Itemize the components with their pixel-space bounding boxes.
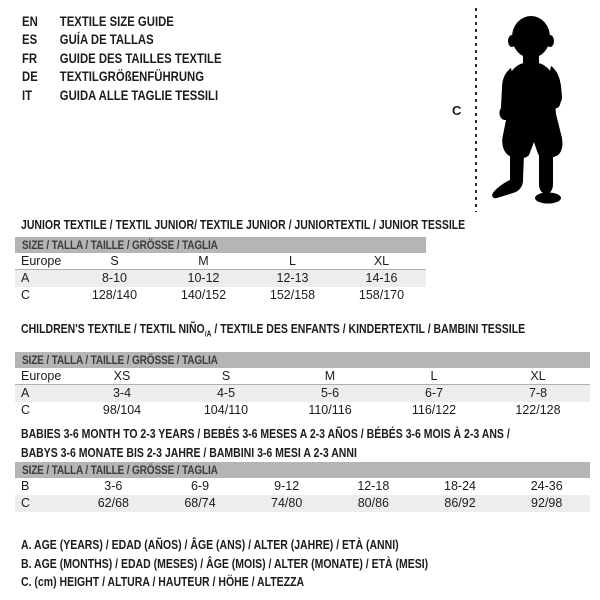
table-cell: XL bbox=[530, 368, 546, 383]
junior-size-table bbox=[15, 237, 426, 304]
table-row-b bbox=[15, 478, 590, 495]
babies-size-table bbox=[15, 462, 590, 512]
table-row-a bbox=[15, 270, 426, 287]
table-row-a bbox=[15, 385, 590, 402]
table-cell: XS bbox=[113, 368, 131, 383]
table-cell: XL bbox=[373, 253, 390, 268]
section-heading-children bbox=[21, 322, 525, 342]
row-label: B bbox=[21, 479, 30, 493]
language-row bbox=[22, 86, 222, 105]
table-cell: 5-6 bbox=[320, 386, 340, 400]
table-cell: 6-9 bbox=[190, 479, 210, 493]
table-cell: 12-18 bbox=[357, 479, 390, 493]
language-title: GUIDE DES TAILLES TEXTILE bbox=[59, 50, 222, 66]
language-row bbox=[22, 49, 222, 68]
table-cell: 116/122 bbox=[411, 403, 457, 417]
size-header-label: SIZE / TALLA / TAILLE / GRÖSSE / TAGLIA bbox=[22, 238, 218, 252]
language-code: DE bbox=[22, 69, 38, 85]
table-cell: M bbox=[198, 253, 209, 268]
size-header-bar bbox=[15, 237, 426, 253]
heading-text: / TEXTILE DES ENFANTS / KINDERTEXTIL / BAMBINI TESSILE bbox=[211, 322, 526, 336]
size-header-bar bbox=[15, 462, 590, 478]
table-cell: 4-5 bbox=[216, 386, 236, 400]
language-code: IT bbox=[22, 87, 33, 103]
table-cell: 110/116 bbox=[308, 403, 352, 417]
table-cell: 80/86 bbox=[357, 496, 389, 510]
table-row-europe bbox=[15, 368, 590, 385]
table-cell: 24-36 bbox=[530, 479, 563, 493]
row-label: Europe bbox=[21, 253, 62, 268]
table-cell: 14-16 bbox=[365, 271, 398, 285]
language-title: GUÍA DE TALLAS bbox=[59, 32, 154, 48]
heading-line-2: BABYS 3-6 MONATE BIS 2-3 JAHRE / BAMBINI 3-6 MESI A 2-3 ANNI bbox=[21, 446, 357, 460]
table-cell: 3-6 bbox=[104, 479, 123, 493]
table-cell: 140/152 bbox=[180, 288, 227, 302]
size-header-bar bbox=[15, 352, 590, 368]
row-label: A bbox=[21, 386, 30, 400]
table-cell: 12-13 bbox=[276, 271, 309, 285]
language-title-list bbox=[22, 12, 222, 105]
table-cell: M bbox=[324, 368, 336, 383]
table-cell: 7-8 bbox=[528, 386, 548, 400]
table-cell: 74/80 bbox=[271, 496, 303, 510]
language-row bbox=[22, 68, 222, 87]
table-cell: 62/68 bbox=[97, 496, 129, 510]
heading-text: CHILDREN'S TEXTILE / TEXTIL NIÑO bbox=[21, 322, 205, 336]
table-cell: 98/104 bbox=[102, 403, 142, 417]
table-cell: 86/92 bbox=[444, 496, 476, 510]
heading-line-1: BABIES 3-6 MONTH TO 2-3 YEARS / BEBÉS 3-6 MESES A 2-3 AÑOS / BÉBÉS 3-6 MOIS À 2-3 ANS / bbox=[21, 427, 510, 441]
table-cell: 18-24 bbox=[444, 479, 477, 493]
size-header-label: SIZE / TALLA / TAILLE / GRÖSSE / TAGLIA bbox=[22, 463, 218, 477]
row-label: A bbox=[21, 271, 30, 285]
table-cell: 9-12 bbox=[274, 479, 300, 493]
table-cell: S bbox=[221, 368, 231, 383]
table-cell: 158/170 bbox=[358, 288, 405, 302]
row-label: C bbox=[21, 288, 31, 302]
table-row-c bbox=[15, 287, 426, 304]
size-header-label: SIZE / TALLA / TAILLE / GRÖSSE / TAGLIA bbox=[22, 353, 218, 367]
table-cell: 68/74 bbox=[184, 496, 216, 510]
table-cell: 122/128 bbox=[515, 403, 561, 417]
toddler-silhouette-icon bbox=[482, 8, 582, 208]
footnote-legend bbox=[21, 536, 428, 592]
height-dashed-line bbox=[475, 8, 477, 212]
table-cell: 104/110 bbox=[203, 403, 249, 417]
table-cell: 8-10 bbox=[101, 271, 128, 285]
table-row-c bbox=[15, 495, 590, 512]
heading-subscript: /A bbox=[204, 329, 212, 339]
section-heading-junior: JUNIOR TEXTILE / TEXTIL JUNIOR/ TEXTILE JUNIOR / JUNIORTEXTIL / JUNIOR TESSILE bbox=[21, 218, 466, 232]
table-cell: 128/140 bbox=[91, 288, 138, 302]
language-row bbox=[22, 12, 222, 31]
table-cell: L bbox=[289, 253, 296, 268]
footnote-a: A. AGE (YEARS) / EDAD (AÑOS) / ÂGE (ANS) / ALTER (JAHRE) / ETÀ (ANNI) bbox=[21, 538, 399, 552]
table-row-europe bbox=[15, 253, 426, 270]
table-cell: 10-12 bbox=[187, 271, 220, 285]
table-cell: 3-4 bbox=[112, 386, 132, 400]
table-cell: 152/158 bbox=[269, 288, 316, 302]
language-code: FR bbox=[22, 50, 38, 66]
section-heading-babies bbox=[21, 425, 510, 463]
language-row bbox=[22, 31, 222, 50]
footnote-b: B. AGE (MONTHS) / EDAD (MESES) / ÂGE (MOIS) / ALTER (MONATE) / ETÀ (MESI) bbox=[21, 556, 429, 571]
language-title: TEXTILGRÖßENFÜHRUNG bbox=[59, 69, 205, 85]
row-label: C bbox=[21, 403, 31, 417]
children-size-table bbox=[15, 352, 590, 419]
table-cell: S bbox=[110, 253, 119, 268]
table-cell: L bbox=[430, 368, 438, 383]
row-label: C bbox=[21, 496, 31, 510]
language-title: GUIDA ALLE TAGLIE TESSILI bbox=[59, 87, 219, 103]
language-code: ES bbox=[22, 32, 38, 48]
footnote-c: C. (cm) HEIGHT / ALTURA / HAUTEUR / HÖHE / ALTEZZA bbox=[21, 575, 305, 589]
table-cell: 92/98 bbox=[531, 496, 563, 510]
language-code: EN bbox=[22, 13, 38, 29]
table-cell: 6-7 bbox=[424, 386, 444, 400]
row-label: Europe bbox=[21, 368, 62, 383]
height-measure-label: C bbox=[452, 103, 462, 118]
language-title: TEXTILE SIZE GUIDE bbox=[59, 13, 174, 29]
table-row-c bbox=[15, 402, 590, 419]
